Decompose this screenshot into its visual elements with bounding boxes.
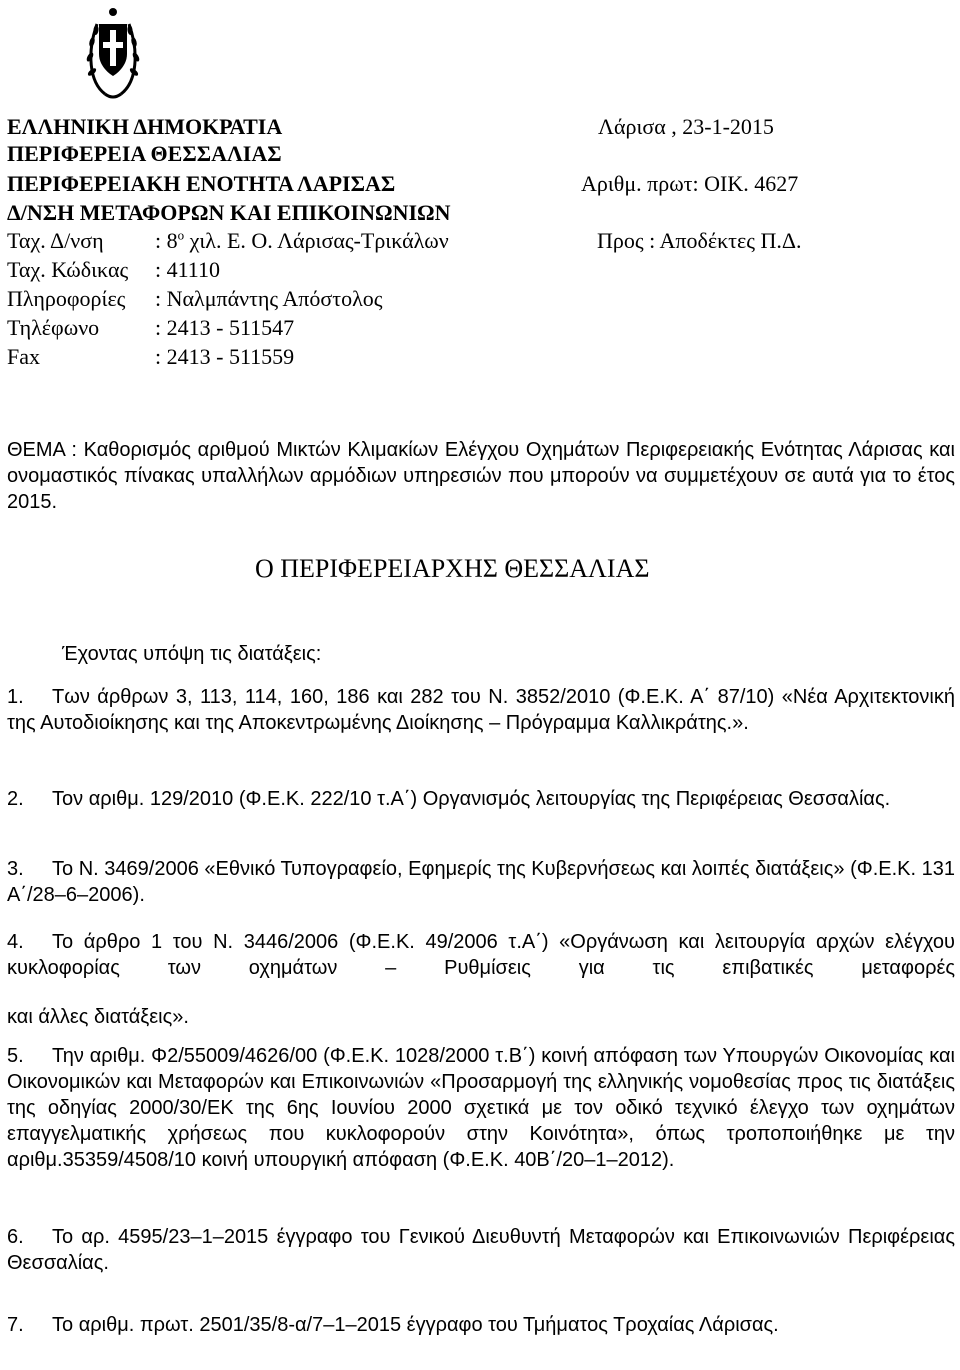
list-item — [7, 786, 955, 812]
contact-label: Ταχ. Κώδικας — [7, 257, 129, 282]
authority-title: Ο ΠΕΡΙΦΕΡΕΙΑΡΧΗΣ ΘΕΣΣΑΛΙΑΣ — [255, 554, 650, 583]
address-value-sup: ο — [177, 227, 185, 243]
contact-label: Τηλέφωνο — [7, 315, 100, 340]
item-text: Τον αριθμ. 129/2010 (Φ.Ε.Κ. 222/10 τ.Α΄) Οργανισμός λειτουργίας της Περιφέρειας Θεσσαλίας. — [52, 788, 891, 810]
contact-fax — [7, 344, 294, 370]
contact-value: : 2413 - 511559 — [155, 344, 295, 369]
list-item — [7, 856, 955, 908]
greek-coat-of-arms-icon — [85, 2, 141, 102]
item-number: 2. — [7, 788, 24, 810]
address-line — [7, 228, 449, 254]
item-text: Το αριθμ. πρωτ. 2501/35/8-α/7–1–2015 έγγραφο του Τμήματος Τροχαίας Λάρισας. — [52, 1314, 779, 1336]
list-item-continuation: και άλλες διατάξεις». — [7, 1006, 189, 1028]
contact-value: : 2413 - 511547 — [155, 315, 295, 340]
recipients: Προς : Αποδέκτες Π.Δ. — [597, 228, 802, 253]
subject-paragraph: ΘΕΜΑ : Καθορισμός αριθμού Μικτών Κλιμακίων Ελέγχου Οχημάτων Περιφερειακής Ενότητας Λάρισας και ονομαστικός πίνακας υπαλλήλων αρμόδιων υπηρεσιών που μπορούν να συμμετέχουν σε αυτά για το έτος 2015. — [7, 439, 955, 513]
item-number: 1. — [7, 686, 24, 708]
list-item — [7, 1224, 955, 1276]
item-number: 4. — [7, 931, 24, 953]
header-directorate: Δ/ΝΣΗ ΜΕΤΑΦΟΡΩΝ ΚΑΙ ΕΠΙΚΟΙΝΩΝΙΩΝ — [7, 200, 451, 225]
header-region: ΠΕΡΙΦΕΡΕΙΑ ΘΕΣΣΑΛΙΑΣ — [7, 141, 282, 166]
contact-label: Fax — [7, 344, 40, 369]
item-number: 7. — [7, 1314, 24, 1336]
header-country: ΕΛΛΗΝΙΚΗ ΔΗΜΟΚΡΑΤΙΑ — [7, 114, 283, 139]
contact-phone — [7, 315, 294, 341]
list-item — [7, 929, 955, 981]
contact-value: : Ναλμπάντης Απόστολος — [155, 286, 383, 311]
item-number: 3. — [7, 858, 24, 880]
address-value-post: χιλ. Ε. Ο. Λάρισας-Τρικάλων — [184, 228, 449, 253]
contact-postcode — [7, 257, 220, 283]
list-item — [7, 1312, 955, 1338]
contact-label: Πληροφορίες — [7, 286, 126, 311]
item-text: Το αρ. 4595/23–1–2015 έγγραφο του Γενικού Διευθυντή Μεταφορών και Επικοινωνιών Περιφέρειας Θεσσαλίας. — [7, 1226, 955, 1274]
item-number: 6. — [7, 1226, 24, 1248]
contact-value: : 41110 — [155, 257, 220, 282]
item-text: Την αριθμ. Φ2/55009/4626/00 (Φ.Ε.Κ. 1028/2000 τ.Β΄) κοινή απόφαση των Υπουργών Οικονομίας και Οικονομικών και Μεταφορών και Επικοινωνιών «Προσαρμογή της ελληνικής νομοθεσίας προς τις διατάξεις της οδηγίας 2000/30/ΕΚ της 6ης Ιουνίου 2000 σχετικά με τον οδικό τεχνικό έλεγχο των οχημάτων επαγγελματικής χρήσεως που κυκλοφορούν στην Κοινότητα», όπως τροποποιήθηκε με την αριθμ.35359/4508/10 κοινή υπουργική απόφαση (Φ.Ε.Κ. 40Β΄/20–1–2012). — [7, 1045, 955, 1171]
address-label: Ταχ. Δ/νση — [7, 228, 104, 253]
list-item — [7, 1043, 955, 1173]
address-value-pre: : 8 — [155, 228, 178, 253]
document-date: Λάρισα , 23-1-2015 — [598, 114, 774, 139]
item-text: Το Ν. 3469/2006 «Εθνικό Τυπογραφείο, Εφημερίς της Κυβερνήσεως και λοιπές διατάξεις» (Φ.Ε.Κ. 131 Α΄/28–6–2006). — [7, 858, 955, 906]
item-text: Των άρθρων 3, 113, 114, 160, 186 και 282 του Ν. 3852/2010 (Φ.Ε.Κ. Α΄ 87/10) «Νέα Αρχιτεκτονική της Αυτοδιοίκησης και της Αποκεντρωμένης Διοίκησης – Πρόγραμμα Καλλικράτης.». — [7, 686, 955, 734]
item-text: Το άρθρο 1 του Ν. 3446/2006 (Φ.Ε.Κ. 49/2006 τ.Α΄) «Οργάνωση και λειτουργία αρχών ελέγχου κυκλοφορίας των οχημάτων – Ρυθμίσεις για τις επιβατικές μεταφορές — [7, 931, 955, 979]
item-number: 5. — [7, 1045, 24, 1067]
list-item — [7, 684, 955, 736]
header-regional-unit: ΠΕΡΙΦΕΡΕΙΑΚΗ ΕΝΟΤΗΤΑ ΛΑΡΙΣΑΣ — [7, 171, 396, 196]
having-regard-heading: Έχοντας υπόψη τις διατάξεις: — [62, 643, 322, 665]
protocol-number: Αριθμ. πρωτ: ΟΙΚ. 4627 — [581, 171, 799, 196]
contact-info — [7, 286, 383, 312]
